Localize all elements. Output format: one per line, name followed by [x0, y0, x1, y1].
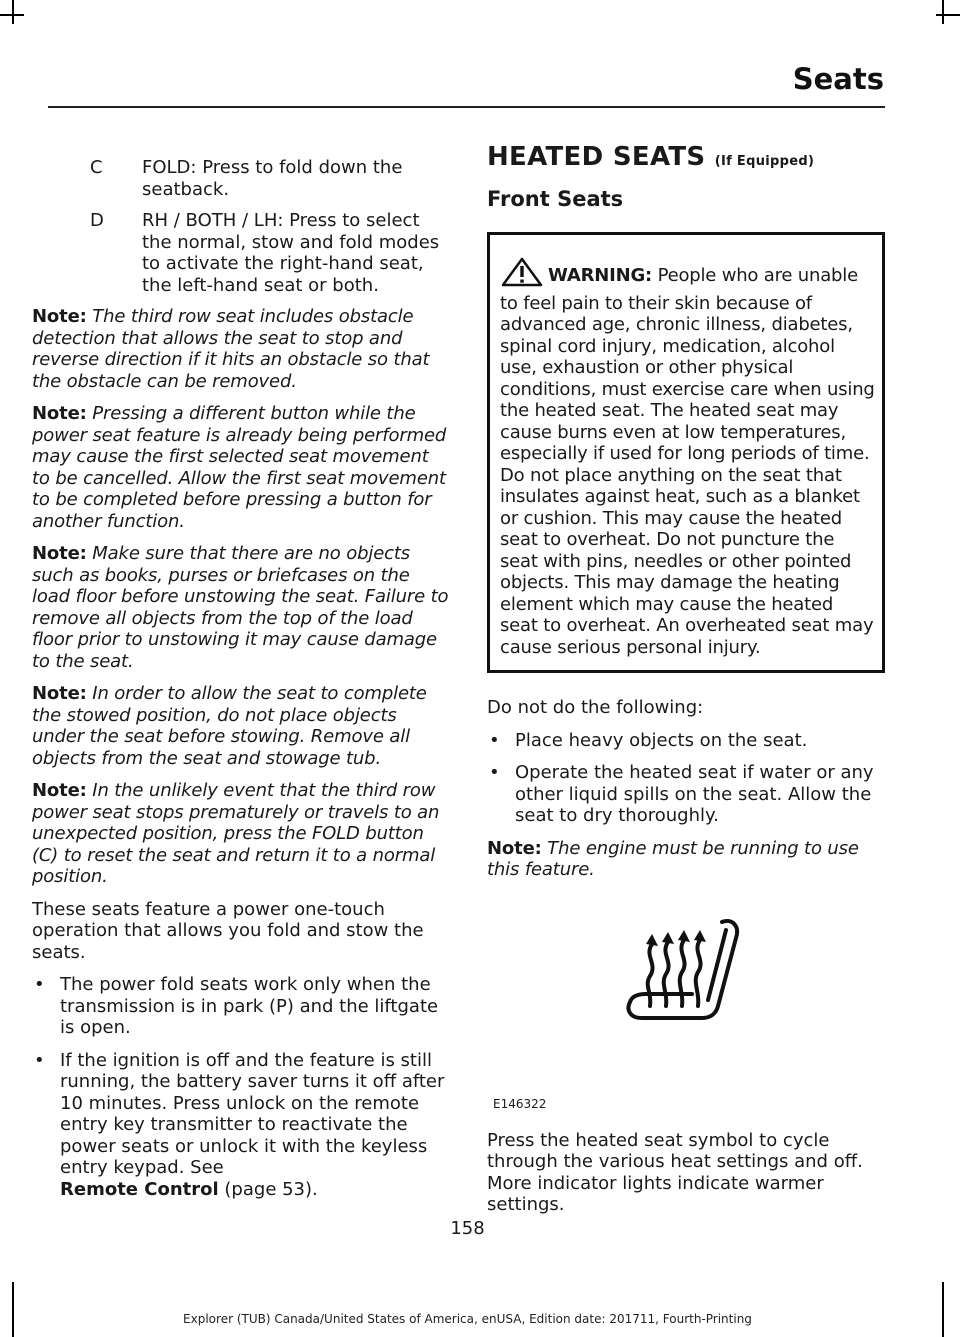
note-text: Pressing a different button while the power seat feature is already being performed may cause the first selected seat movement to be cancelled. Allow the first seat movement to be completed before pressing a button for another function.: [32, 403, 447, 532]
warning-label: WARNING:: [548, 265, 653, 286]
warning-box: [487, 232, 885, 673]
crop-mark: [942, 0, 944, 24]
crop-mark: [12, 0, 14, 24]
note-different-button: [32, 403, 450, 532]
warning-text: People who are unable to feel pain to their skin because of advanced age, chronic illness, diabetes, spinal cord injury, medication, alcohol use, exhaustion or other physical conditions, must exercise care when using the heated seat. The heated seat may cause burns even at low temperatures, especially if used for long periods of time. Do not place anything on the seat that insulates against heat, such as a blanket or cushion. This may cause the heated seat to overheat. Do not puncture the seat with pins, needles or other pointed objects. This may damage the heating element which may cause the heated seat to overheat. An overheated seat may cause serious personal injury.: [500, 265, 875, 658]
remote-control-link[interactable]: Remote Control: [60, 1178, 219, 1200]
crop-mark: [12, 1282, 14, 1337]
subsection-heading: Front Seats: [487, 186, 624, 211]
heated-seat-icon: [622, 914, 746, 1038]
key-letter: D: [90, 210, 104, 231]
bullet-text: The power fold seats work only when the transmission is in park (P) and the liftgate is open.: [60, 974, 439, 1038]
warning-triangle-icon: [500, 257, 544, 293]
footer-edition: Explorer (TUB) Canada/United States of America, enUSA, Edition date: 201711, Fourth-Printing: [183, 1312, 752, 1326]
header-divider: [48, 106, 885, 108]
note-text: In the unlikely event that the third row power seat stops prematurely or travels to an unexpected position, press the FOLD button (C) to reset the seat and return it to a normal position.: [32, 780, 440, 887]
right-column: [487, 142, 885, 1227]
bullet-text: Place heavy objects on the seat.: [515, 729, 808, 751]
bullet-text-with-reference: [60, 1050, 450, 1201]
bullet-text: Operate the heated seat if water or any other liquid spills on the seat. Allow the seat to dry thoroughly.: [515, 762, 874, 826]
note-text: The engine must be running to use this feature.: [487, 837, 859, 880]
note-text: Make sure that there are no objects such as books, purses or briefcases on the load floor before unstowing the seat. Failure to remove all objects from the top of the load floor prior to unstowing it may cause damage to the seat.: [32, 543, 449, 672]
note-text: In order to allow the seat to complete the stowed position, do not place objects under the seat before stowing. Remove all objects from the seat and stowage tub.: [32, 683, 427, 769]
list-item: [487, 730, 885, 752]
note-label: Note:: [32, 306, 87, 327]
donot-intro: Do not do the following:: [487, 697, 704, 718]
intro-paragraph: These seats feature a power one-touch operation that allows you fold and stow the seats.: [32, 898, 424, 963]
page-title: Seats: [792, 62, 884, 96]
crop-mark: [0, 14, 24, 16]
note-no-objects: [32, 543, 450, 672]
list-item: [487, 762, 885, 827]
note-text: The third row seat includes obstacle detection that allows the seat to stop and reverse direction if it hits an obstacle so that the obstacle can be removed.: [32, 306, 430, 392]
bullet-icon: •: [489, 762, 500, 783]
bullet-text: If the ignition is off and the feature is still running, the battery saver turns it off after 10 minutes. Press unlock on the remote entry key transmitter to reactivate the power seats or unlock it with the keyless entry keypad. See: [60, 1049, 445, 1178]
left-column: [32, 157, 450, 1211]
list-item: [32, 974, 450, 1039]
note-obstacle-detection: [32, 306, 450, 392]
heading-qualifier: (If Equipped): [714, 154, 815, 169]
note-label: Note:: [32, 543, 87, 564]
key-letter: C: [90, 157, 103, 178]
key-item-c: [32, 157, 450, 200]
key-item-d: [32, 210, 450, 296]
heading-text: HEATED SEATS: [487, 142, 706, 172]
heated-seat-figure: [487, 892, 885, 1120]
note-label: Note:: [32, 780, 87, 801]
note-reset-seat: [32, 780, 450, 888]
note-label: Note:: [487, 837, 542, 859]
crop-mark: [942, 1282, 944, 1337]
bullet-icon: •: [489, 729, 500, 751]
section-heading: [487, 142, 885, 173]
key-description: FOLD: Press to fold down the seatback.: [142, 157, 403, 200]
note-label: Note:: [32, 403, 87, 424]
bullet-icon: •: [34, 974, 45, 995]
crop-mark: [936, 14, 960, 16]
page-number: 158: [450, 1218, 485, 1239]
list-item: [32, 1050, 450, 1201]
note-label: Note:: [32, 683, 87, 704]
figure-code: E146322: [493, 1097, 547, 1111]
bullet-icon: •: [34, 1049, 45, 1071]
note-stowed-position: [32, 683, 450, 769]
note-engine-running: [487, 838, 885, 881]
key-description: RH / BOTH / LH: Press to select the normal, stow and fold modes to activate the right-hand seat, the left-hand seat or both.: [142, 210, 440, 296]
page-reference: (page 53).: [218, 1178, 318, 1200]
heated-seat-instructions: Press the heated seat symbol to cycle through the various heat settings and off. More indicator lights indicate warmer settings.: [487, 1129, 863, 1215]
